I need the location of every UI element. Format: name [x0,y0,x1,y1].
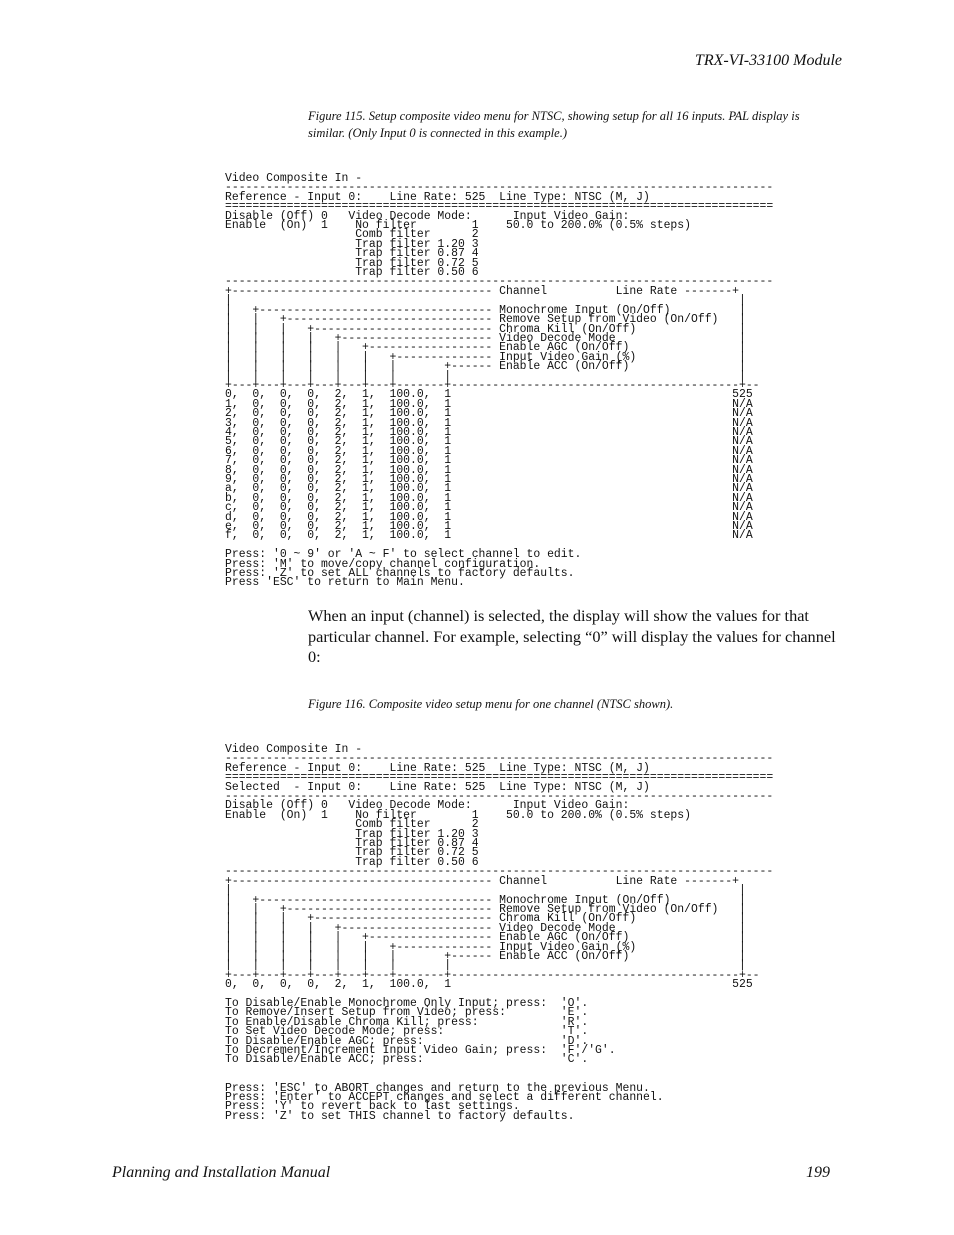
body-paragraph: When an input (channel) is selected, the display will show the values for that particular channel. For example, selecting “0” will display the values for channel 0: [308,606,836,666]
figure-115-caption: Figure 115. Setup composite video menu for NTSC, showing setup for all 16 inputs. PAL display is similar. (Only Input 0 is connected in this example.) [308,109,800,140]
figure-116-caption: Figure 116. Composite video setup menu for one channel (NTSC shown). [308,697,674,711]
footer-page-number: 199 [806,1164,830,1181]
figure-116-terminal-screen: Video Composite In - -------------------------------------------------------------------------------- Reference - Input 0: Line Rate: 525 Line Type: NTSC (M, J) ================================================================================ Selected - Input 0: Line Rate: 525 Line Type: NTSC (M, J) -------------------------------------------------------------------------------- Disable (Off) 0 Video Decode Mode: Input Video Gain: Enable (On) 1 No filter 1 50.0 to 200.0% (0.5% steps) Comb filter 2 Trap filter 1.20 3 Trap filter 0.87 4 Trap filter 0.72 5 Trap filter 0.50 6 -------------------------------------------------------------------------------- +-------------------------------------- Channel Line Rate -------+ | | | +---------------------------------- Monochrome Input (On/Off) | | | +------------------------------ Remove Setup from Video (On/Off) | | | | +-------------------------- Chroma Kill (On/Off) | | | | | +---------------------- Video Decode Mode | | | | | | +------------------ Enable AGC (On/Off) | | | | | | | +-------------- Input Video Gain (%) | | | | | | | | +------ Enable ACC (On/Off) | | | | | | | | | | +---+---+---+---+---+---+-------+------------------------------------------+-- 0, 0, 0, 0, 2, 1, 100.0, 1 525 To Disable/Enable Monochrome Only Input; press: 'O'. To Remove/Insert Setup from Video; press: 'E'. To Enable/Disable Chroma Kill; press: 'R'. To Set Video Decode Mode; press: 'T'. To Disable/Enable AGC; press: 'D'. To Decrement/Increment Input Video Gain; press: 'F'/'G'. To Disable/Enable ACC; press: 'C'. Press: 'ESC' to ABORT changes and return to the previous Menu. Press: 'Enter' to ACCEPT changes and select a different channel. Press: 'Y' to revert back to last settings. Press: 'Z' to set THIS channel to factory defaults. [225,743,774,1123]
figure-115-terminal-screen: Video Composite In - -------------------------------------------------------------------------------- Reference - Input 0: Line Rate: 525 Line Type: NTSC (M, J) ================================================================================ Disable (Off) 0 Video Decode Mode: Input Video Gain: Enable (On) 1 No filter 1 50.0 to 200.0% (0.5% steps) Comb filter 2 Trap filter 1.20 3 Trap filter 0.87 4 Trap filter 0.72 5 Trap filter 0.50 6 -------------------------------------------------------------------------------- +-------------------------------------- Channel Line Rate -------+ | | | +---------------------------------- Monochrome Input (On/Off) | | | +------------------------------ Remove Setup from Video (On/Off) | | | | +-------------------------- Chroma Kill (On/Off) | | | | | +---------------------- Video Decode Mode | | | | | | +------------------ Enable AGC (On/Off) | | | | | | | +-------------- Input Video Gain (%) | | | | | | | | +------ Enable ACC (On/Off) | | | | | | | | | | +---+---+---+---+---+---+-------+------------------------------------------+-- 0, 0, 0, 0, 2, 1, 100.0, 1 525 1, 0, 0, 0, 2, 1, 100.0, 1 N/A 2, 0, 0, 0, 2, 1, 100.0, 1 N/A 3, 0, 0, 0, 2, 1, 100.0, 1 N/A 4, 0, 0, 0, 2, 1, 100.0, 1 N/A 5, 0, 0, 0, 2, 1, 100.0, 1 N/A 6, 0, 0, 0, 2, 1, 100.0, 1 N/A 7, 0, 0, 0, 2, 1, 100.0, 1 N/A 8, 0, 0, 0, 2, 1, 100.0, 1 N/A 9, 0, 0, 0, 2, 1, 100.0, 1 N/A a, 0, 0, 0, 2, 1, 100.0, 1 N/A b, 0, 0, 0, 2, 1, 100.0, 1 N/A c, 0, 0, 0, 2, 1, 100.0, 1 N/A d, 0, 0, 0, 2, 1, 100.0, 1 N/A e, 0, 0, 0, 2, 1, 100.0, 1 N/A f, 0, 0, 0, 2, 1, 100.0, 1 N/A Press: '0 ~ 9' or 'A ~ F' to select channel to edit. Press: 'M' to move/copy channel configuration. Press: 'Z' to set ALL channels to factory defaults. Press 'ESC' to return to Main Menu. [225,172,774,590]
footer-manual-title: Planning and Installation Manual [112,1164,331,1181]
running-header-module-title: TRX-VI-33100 Module [694,52,842,69]
